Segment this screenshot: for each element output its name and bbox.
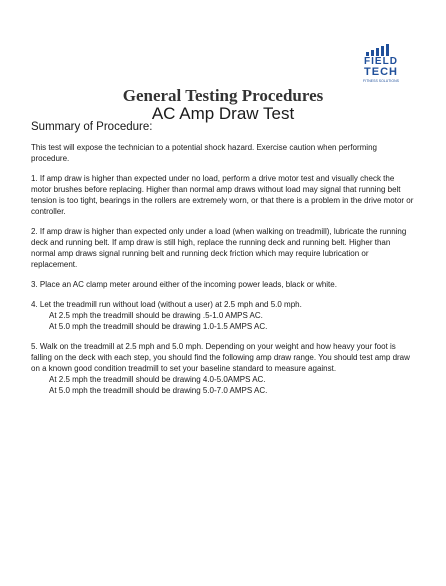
step-5-paragraph xyxy=(31,341,416,396)
step-1-paragraph: 1. If amp draw is higher than expected under no load, perform a drive motor test and visually check the motor brushes before replacing. Higher than normal amp draws without load may signal that running belt tension is too tight, bearings in the rollers are extremely worn, or that there is a problem in the drive motor or controller. xyxy=(31,174,414,216)
warning-paragraph: This test will expose the technician to a potential shock hazard. Exercise caution when performing procedure. xyxy=(31,143,377,163)
step-5-line-1: At 2.5 mph the treadmill should be drawing 4.0-5.0AMPS AC. xyxy=(49,375,266,384)
step-2-paragraph: 2. If amp draw is higher than expected only under a load (when walking on treadmill), lubricate the running deck and running belt. If amp draw is still high, replace the running deck and running belt. Higher than normal amp draws signal running belt and running deck friction which may require lubrication or replacement. xyxy=(31,227,407,269)
logo-text-tech: TECH xyxy=(364,66,398,78)
step-4-paragraph xyxy=(31,299,416,332)
step-4-line-2: At 5.0 mph the treadmill should be drawing 1.0-1.5 AMPS AC. xyxy=(49,322,268,331)
procedure-body xyxy=(31,142,416,405)
summary-heading: Summary of Procedure: xyxy=(31,121,153,133)
step-5-text: 5. Walk on the treadmill at 2.5 mph and 5.0 mph. Depending on your weight and how heavy your foot is falling on the deck with each step, you should find the following amp draw range. You should test amp draw on a known good condition treadmill to set your baseline standard to measure against. xyxy=(31,342,410,373)
document-title: General Testing Procedures xyxy=(122,86,324,105)
step-4-line-1: At 2.5 mph the treadmill should be drawing .5-1.0 AMPS AC. xyxy=(49,311,263,320)
document-subtitle: AC Amp Draw Test xyxy=(151,104,295,123)
step-5-line-2: At 5.0 mph the treadmill should be drawing 5.0-7.0 AMPS AC. xyxy=(49,386,268,395)
step-4-text: 4. Let the treadmill run without load (without a user) at 2.5 mph and 5.0 mph. xyxy=(31,300,302,309)
bar-graph-icon xyxy=(366,44,396,56)
field-tech-logo xyxy=(358,44,404,90)
logo-tagline: FITNESS SOLUTIONS xyxy=(363,79,399,83)
step-3-paragraph: 3. Place an AC clamp meter around either of the incoming power leads, black or white. xyxy=(31,280,337,289)
logo-text-field: FIELD xyxy=(364,56,398,67)
